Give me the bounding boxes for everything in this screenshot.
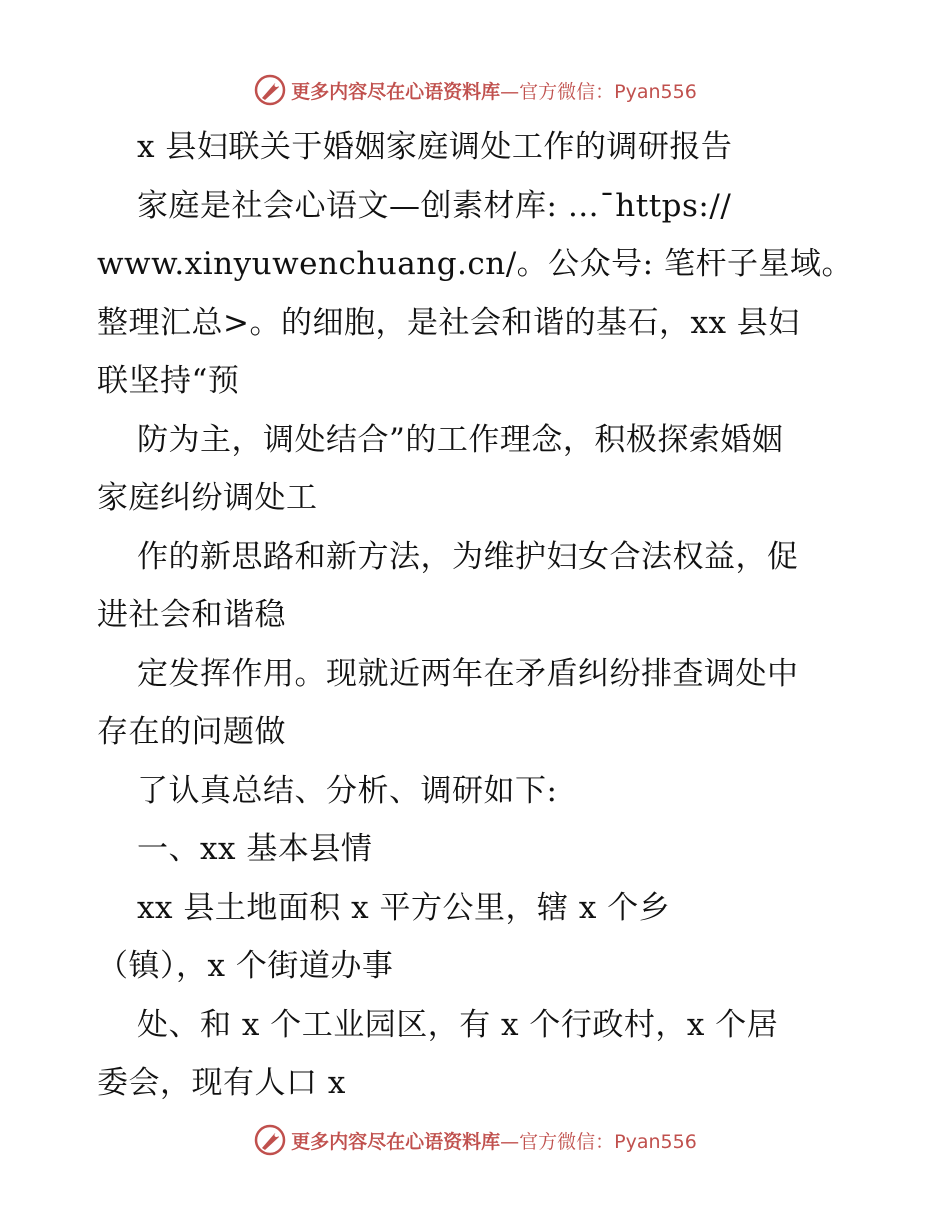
doc-line: 作的新思路和新方法，为维护妇女合法权益，促 xyxy=(137,538,799,575)
doc-line: 家庭是社会心语文—创素材库: …¯https:// xyxy=(137,187,732,224)
doc-line: 进社会和谐稳 xyxy=(97,597,286,633)
doc-line: www.xinyuwenchuang.cn/。公众号: 笔杆子星域。 xyxy=(97,246,853,282)
banner-text: 更多内容尽在心语资料库—官方微信：Pyan556 xyxy=(291,80,697,103)
doc-line: 整理汇总>。的细胞，是社会和谐的基石，xx 县妇 xyxy=(97,304,800,341)
doc-line: 委会，现有人口 x xyxy=(97,1065,346,1101)
pen-nib-logo-icon xyxy=(253,73,287,107)
banner-text: 更多内容尽在心语资料库—官方微信：Pyan556 xyxy=(291,1130,697,1153)
footer-watermark-banner xyxy=(0,1120,950,1160)
section-heading: 一、xx 基本县情 xyxy=(137,831,373,867)
doc-line: 处、和 x 个工业园区，有 x 个行政村，x 个居 xyxy=(137,1006,779,1043)
doc-line: x 县妇联关于婚姻家庭调处工作的调研报告 xyxy=(137,129,733,165)
document-body xyxy=(97,118,857,1113)
doc-line: xx 县土地面积 x 平方公里，辖 x 个乡 xyxy=(137,889,671,926)
pen-nib-logo-icon xyxy=(253,1123,287,1157)
doc-line: （镇），x 个街道办事 xyxy=(97,948,394,984)
doc-line: 防为主，调处结合”的工作理念，积极探索婚姻 xyxy=(137,421,784,458)
doc-line: 联坚持“预 xyxy=(97,363,240,399)
header-watermark-banner xyxy=(0,70,950,110)
doc-line: 了认真总结、分析、调研如下: xyxy=(137,772,558,809)
doc-line: 定发挥作用。现就近两年在矛盾纠纷排查调处中 xyxy=(137,655,799,692)
doc-line: 存在的问题做 xyxy=(97,714,286,750)
doc-line: 家庭纠纷调处工 xyxy=(97,480,318,516)
